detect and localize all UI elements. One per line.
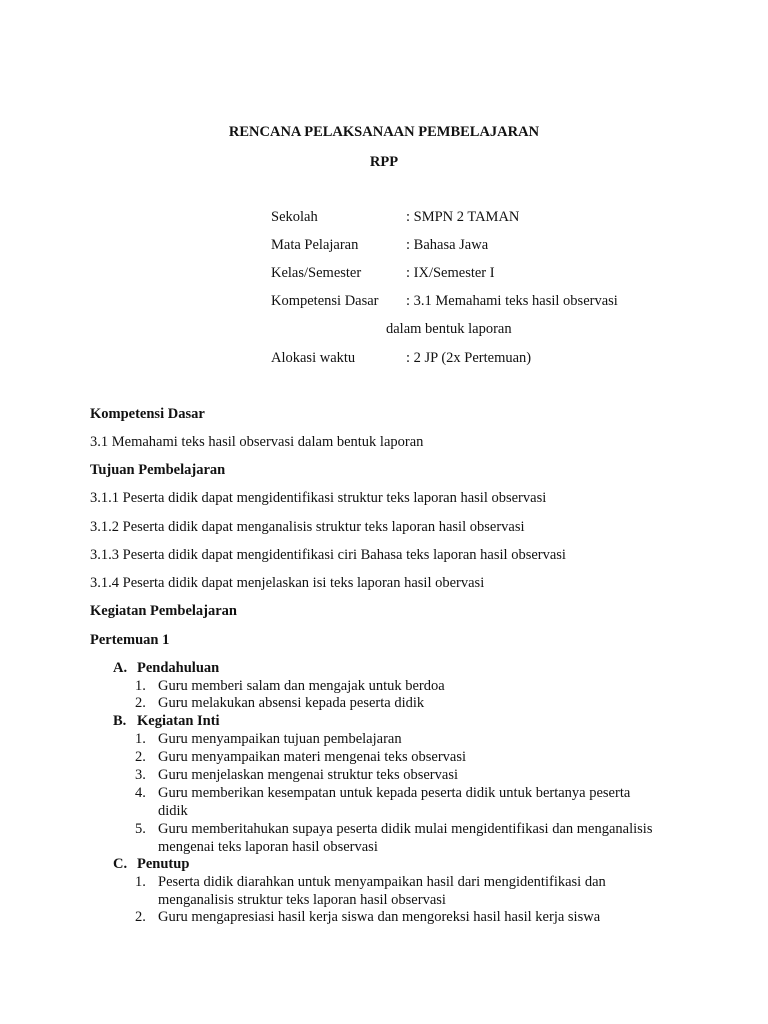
pertemuan-heading: Pertemuan 1: [90, 632, 170, 648]
section-letter: B.: [113, 713, 127, 729]
info-value-kelas-semester: : IX/Semester I: [406, 265, 495, 281]
list-number: 2.: [135, 695, 146, 711]
info-value-kompetensi-dasar-cont: dalam bentuk laporan: [386, 321, 512, 337]
info-label-sekolah: Sekolah: [271, 209, 318, 225]
tujuan-item: 3.1.2 Peserta didik dapat menganalisis struktur teks laporan hasil observasi: [90, 519, 525, 535]
tujuan-item: 3.1.4 Peserta didik dapat menjelaskan isi teks laporan hasil obervasi: [90, 575, 485, 591]
list-item-cont: menganalisis struktur teks laporan hasil observasi: [158, 892, 446, 908]
info-value-kompetensi-dasar: : 3.1 Memahami teks hasil observasi: [406, 293, 618, 309]
tujuan-item: 3.1.3 Peserta didik dapat mengidentifikasi ciri Bahasa teks laporan hasil observasi: [90, 547, 566, 563]
list-item: Guru menyampaikan tujuan pembelajaran: [158, 731, 402, 747]
list-number: 2.: [135, 909, 146, 925]
info-value-alokasi-waktu: : 2 JP (2x Pertemuan): [406, 350, 532, 366]
list-item: Guru menyampaikan materi mengenai teks observasi: [158, 749, 467, 765]
list-item: Guru melakukan absensi kepada peserta didik: [158, 695, 425, 711]
section-title-pendahuluan: Pendahuluan: [137, 660, 220, 676]
list-item: Peserta didik diarahkan untuk menyampaikan hasil dari mengidentifikasi dan: [158, 874, 606, 890]
section-title-penutup: Penutup: [137, 856, 190, 872]
list-number: 2.: [135, 749, 146, 765]
list-number: 4.: [135, 785, 146, 801]
info-value-mata-pelajaran: : Bahasa Jawa: [406, 237, 489, 253]
list-number: 1.: [135, 678, 146, 694]
list-item: Guru memberikan kesempatan untuk kepada peserta didik untuk bertanya peserta: [158, 785, 631, 801]
info-label-kelas-semester: Kelas/Semester: [271, 265, 362, 281]
info-label-kompetensi-dasar: Kompetensi Dasar: [271, 293, 379, 309]
section-letter: C.: [113, 856, 128, 872]
list-item-cont: mengenai teks laporan hasil observasi: [158, 839, 378, 855]
list-number: 1.: [135, 874, 146, 890]
kompetensi-text: 3.1 Memahami teks hasil observasi dalam bentuk laporan: [90, 434, 424, 450]
info-label-alokasi-waktu: Alokasi waktu: [271, 350, 356, 366]
list-item: Guru mengapresiasi hasil kerja siswa dan mengoreksi hasil hasil kerja siswa: [158, 909, 601, 925]
tujuan-item: 3.1.1 Peserta didik dapat mengidentifikasi struktur teks laporan hasil observasi: [90, 490, 547, 506]
kompetensi-heading: Kompetensi Dasar: [90, 406, 205, 422]
section-title-kegiatan-inti: Kegiatan Inti: [137, 713, 220, 729]
document-subtitle: RPP: [369, 154, 399, 170]
list-number: 3.: [135, 767, 146, 783]
list-number: 1.: [135, 731, 146, 747]
document-title: RENCANA PELAKSANAAN PEMBELAJARAN: [228, 124, 540, 140]
list-item: Guru memberitahukan supaya peserta didik mulai mengidentifikasi dan menganalisis: [158, 821, 653, 837]
tujuan-heading: Tujuan Pembelajaran: [90, 462, 226, 478]
list-item: Guru menjelaskan mengenai struktur teks observasi: [158, 767, 458, 783]
kegiatan-heading: Kegiatan Pembelajaran: [90, 603, 237, 619]
list-item: Guru memberi salam dan mengajak untuk berdoa: [158, 678, 445, 694]
section-letter: A.: [113, 660, 128, 676]
list-number: 5.: [135, 821, 146, 837]
info-value-sekolah: : SMPN 2 TAMAN: [406, 209, 520, 225]
info-label-mata-pelajaran: Mata Pelajaran: [271, 237, 359, 253]
list-item-cont: didik: [158, 803, 188, 819]
